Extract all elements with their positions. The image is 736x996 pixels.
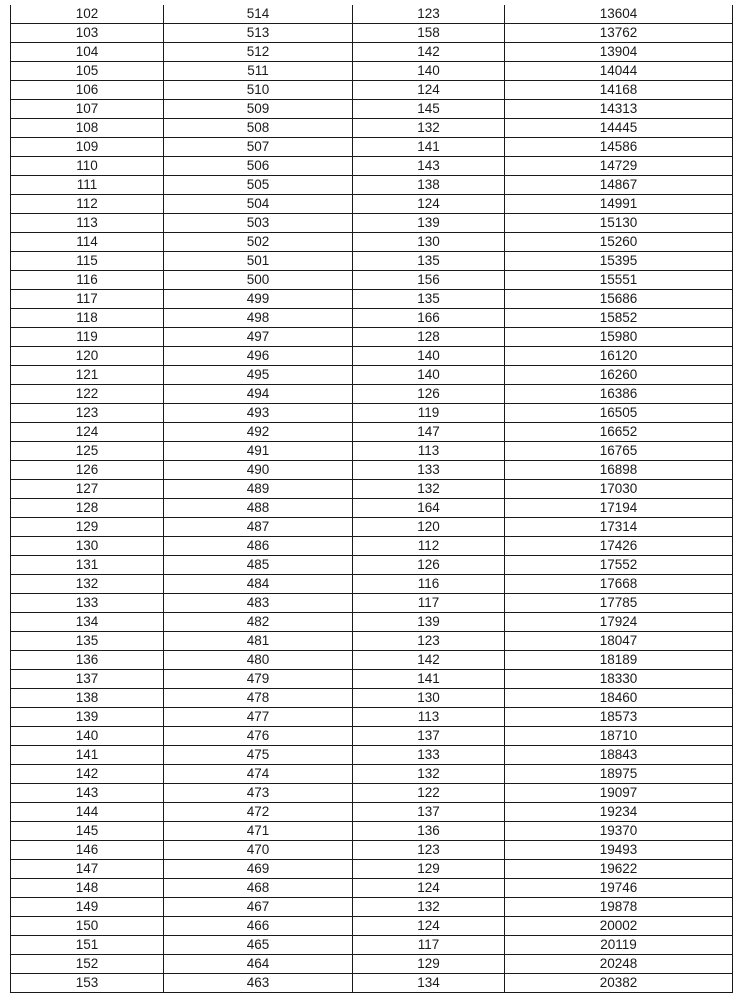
cumulative-cell: 14867 [505,176,733,195]
table-row [11,290,733,309]
score-cell: 479 [164,670,353,689]
score-cell: 481 [164,632,353,651]
score-cell: 497 [164,328,353,347]
rank-cell: 120 [11,347,164,366]
score-cell: 512 [164,43,353,62]
rank-cell: 112 [11,195,164,214]
score-cell: 495 [164,366,353,385]
cumulative-cell: 14586 [505,138,733,157]
cumulative-cell: 15130 [505,214,733,233]
cumulative-cell: 16652 [505,423,733,442]
count-cell: 139 [353,214,505,233]
data-table [10,5,733,993]
score-cell: 488 [164,499,353,518]
score-cell: 484 [164,575,353,594]
score-cell: 496 [164,347,353,366]
table-row [11,841,733,860]
count-cell: 126 [353,385,505,404]
cumulative-cell: 14991 [505,195,733,214]
table-row [11,138,733,157]
cumulative-cell: 17030 [505,480,733,499]
count-cell: 124 [353,917,505,936]
score-cell: 511 [164,62,353,81]
count-cell: 137 [353,727,505,746]
rank-cell: 108 [11,119,164,138]
count-cell: 132 [353,898,505,917]
rank-cell: 123 [11,404,164,423]
cumulative-cell: 15980 [505,328,733,347]
table-row [11,328,733,347]
table-row [11,81,733,100]
count-cell: 123 [353,5,505,24]
score-cell: 504 [164,195,353,214]
rank-cell: 139 [11,708,164,727]
rank-cell: 118 [11,309,164,328]
score-cell: 509 [164,100,353,119]
table-row [11,5,733,24]
table-row [11,461,733,480]
table-row [11,62,733,81]
rank-cell: 138 [11,689,164,708]
table-row [11,252,733,271]
rank-cell: 134 [11,613,164,632]
count-cell: 137 [353,803,505,822]
score-cell: 470 [164,841,353,860]
table-row [11,385,733,404]
count-cell: 147 [353,423,505,442]
count-cell: 135 [353,252,505,271]
score-cell: 476 [164,727,353,746]
table-row [11,537,733,556]
score-cell: 513 [164,24,353,43]
rank-cell: 153 [11,974,164,993]
rank-cell: 122 [11,385,164,404]
cumulative-cell: 20119 [505,936,733,955]
rank-cell: 105 [11,62,164,81]
rank-cell: 117 [11,290,164,309]
score-cell: 474 [164,765,353,784]
score-cell: 507 [164,138,353,157]
rank-cell: 147 [11,860,164,879]
table-row [11,176,733,195]
cumulative-cell: 17668 [505,575,733,594]
cumulative-cell: 18330 [505,670,733,689]
score-cell: 498 [164,309,353,328]
cumulative-cell: 19622 [505,860,733,879]
count-cell: 129 [353,860,505,879]
score-cell: 492 [164,423,353,442]
cumulative-cell: 20002 [505,917,733,936]
score-cell: 482 [164,613,353,632]
score-cell: 463 [164,974,353,993]
rank-cell: 128 [11,499,164,518]
cumulative-cell: 13904 [505,43,733,62]
rank-cell: 144 [11,803,164,822]
table-row [11,423,733,442]
rank-cell: 107 [11,100,164,119]
rank-cell: 143 [11,784,164,803]
rank-cell: 116 [11,271,164,290]
cumulative-cell: 17552 [505,556,733,575]
cumulative-cell: 14313 [505,100,733,119]
table-row [11,822,733,841]
score-cell: 493 [164,404,353,423]
count-cell: 140 [353,366,505,385]
cumulative-cell: 19878 [505,898,733,917]
count-cell: 129 [353,955,505,974]
rank-cell: 150 [11,917,164,936]
cumulative-cell: 18710 [505,727,733,746]
cumulative-cell: 16120 [505,347,733,366]
table-row [11,784,733,803]
table-row [11,765,733,784]
table-row [11,233,733,252]
cumulative-cell: 16386 [505,385,733,404]
score-cell: 477 [164,708,353,727]
cumulative-cell: 19370 [505,822,733,841]
table-row [11,936,733,955]
table-row [11,917,733,936]
rank-cell: 146 [11,841,164,860]
count-cell: 140 [353,347,505,366]
count-cell: 119 [353,404,505,423]
rank-cell: 131 [11,556,164,575]
table-row [11,594,733,613]
table-row [11,803,733,822]
table-row [11,898,733,917]
count-cell: 117 [353,936,505,955]
score-cell: 469 [164,860,353,879]
cumulative-cell: 19234 [505,803,733,822]
cumulative-cell: 17785 [505,594,733,613]
table-row [11,746,733,765]
score-cell: 508 [164,119,353,138]
rank-cell: 132 [11,575,164,594]
score-cell: 478 [164,689,353,708]
count-cell: 138 [353,176,505,195]
count-cell: 122 [353,784,505,803]
cumulative-cell: 14168 [505,81,733,100]
score-cell: 491 [164,442,353,461]
score-cell: 473 [164,784,353,803]
table-row [11,670,733,689]
cumulative-cell: 14044 [505,62,733,81]
count-cell: 135 [353,290,505,309]
rank-cell: 125 [11,442,164,461]
count-cell: 139 [353,613,505,632]
table-row [11,974,733,993]
table-row [11,157,733,176]
rank-cell: 124 [11,423,164,442]
count-cell: 164 [353,499,505,518]
score-cell: 503 [164,214,353,233]
rank-cell: 110 [11,157,164,176]
score-cell: 500 [164,271,353,290]
count-cell: 156 [353,271,505,290]
score-cell: 465 [164,936,353,955]
table-row [11,499,733,518]
count-cell: 124 [353,879,505,898]
table-row [11,119,733,138]
cumulative-cell: 19746 [505,879,733,898]
rank-cell: 106 [11,81,164,100]
rank-cell: 148 [11,879,164,898]
cumulative-cell: 14729 [505,157,733,176]
score-cell: 485 [164,556,353,575]
score-cell: 480 [164,651,353,670]
cumulative-cell: 13762 [505,24,733,43]
rank-cell: 115 [11,252,164,271]
rank-cell: 102 [11,5,164,24]
score-cell: 494 [164,385,353,404]
cumulative-cell: 20248 [505,955,733,974]
count-cell: 113 [353,442,505,461]
count-cell: 117 [353,594,505,613]
cumulative-cell: 13604 [505,5,733,24]
count-cell: 141 [353,138,505,157]
cumulative-cell: 16505 [505,404,733,423]
table-row [11,214,733,233]
rank-cell: 109 [11,138,164,157]
cumulative-cell: 18460 [505,689,733,708]
rank-cell: 114 [11,233,164,252]
rank-cell: 145 [11,822,164,841]
table-row [11,860,733,879]
table-row [11,100,733,119]
cumulative-cell: 15852 [505,309,733,328]
count-cell: 133 [353,461,505,480]
count-cell: 132 [353,119,505,138]
count-cell: 113 [353,708,505,727]
table-row [11,309,733,328]
rank-cell: 136 [11,651,164,670]
score-cell: 475 [164,746,353,765]
cumulative-cell: 15686 [505,290,733,309]
table-row [11,955,733,974]
score-cell: 472 [164,803,353,822]
rank-cell: 149 [11,898,164,917]
rank-cell: 151 [11,936,164,955]
rank-cell: 141 [11,746,164,765]
score-cell: 514 [164,5,353,24]
count-cell: 130 [353,233,505,252]
count-cell: 133 [353,746,505,765]
cumulative-cell: 18843 [505,746,733,765]
count-cell: 128 [353,328,505,347]
table-row [11,24,733,43]
count-cell: 116 [353,575,505,594]
table-row [11,442,733,461]
table-row [11,195,733,214]
score-cell: 499 [164,290,353,309]
cumulative-cell: 15260 [505,233,733,252]
score-cell: 468 [164,879,353,898]
count-cell: 141 [353,670,505,689]
count-cell: 112 [353,537,505,556]
score-cell: 466 [164,917,353,936]
cumulative-cell: 16898 [505,461,733,480]
score-cell: 486 [164,537,353,556]
count-cell: 130 [353,689,505,708]
cumulative-cell: 18047 [505,632,733,651]
data-table-container [10,5,732,993]
cumulative-cell: 18189 [505,651,733,670]
count-cell: 142 [353,43,505,62]
score-cell: 467 [164,898,353,917]
table-row [11,366,733,385]
count-cell: 124 [353,195,505,214]
count-cell: 143 [353,157,505,176]
table-row [11,689,733,708]
table-row [11,518,733,537]
score-cell: 483 [164,594,353,613]
table-row [11,613,733,632]
score-cell: 501 [164,252,353,271]
rank-cell: 129 [11,518,164,537]
cumulative-cell: 19097 [505,784,733,803]
rank-cell: 127 [11,480,164,499]
score-cell: 489 [164,480,353,499]
rank-cell: 152 [11,955,164,974]
rank-cell: 140 [11,727,164,746]
cumulative-cell: 17426 [505,537,733,556]
cumulative-cell: 14445 [505,119,733,138]
cumulative-cell: 18975 [505,765,733,784]
count-cell: 120 [353,518,505,537]
score-cell: 464 [164,955,353,974]
rank-cell: 104 [11,43,164,62]
cumulative-cell: 18573 [505,708,733,727]
table-row [11,575,733,594]
count-cell: 134 [353,974,505,993]
cumulative-cell: 15395 [505,252,733,271]
count-cell: 145 [353,100,505,119]
table-row [11,556,733,575]
table-row [11,879,733,898]
score-cell: 506 [164,157,353,176]
cumulative-cell: 19493 [505,841,733,860]
count-cell: 158 [353,24,505,43]
rank-cell: 103 [11,24,164,43]
score-cell: 510 [164,81,353,100]
rank-cell: 113 [11,214,164,233]
score-cell: 505 [164,176,353,195]
table-row [11,480,733,499]
table-row [11,708,733,727]
cumulative-cell: 16260 [505,366,733,385]
count-cell: 132 [353,765,505,784]
table-row [11,271,733,290]
count-cell: 140 [353,62,505,81]
rank-cell: 111 [11,176,164,195]
score-cell: 490 [164,461,353,480]
cumulative-cell: 20382 [505,974,733,993]
rank-cell: 135 [11,632,164,651]
table-row [11,404,733,423]
score-cell: 502 [164,233,353,252]
score-cell: 471 [164,822,353,841]
table-body [11,5,733,993]
rank-cell: 133 [11,594,164,613]
count-cell: 126 [353,556,505,575]
rank-cell: 137 [11,670,164,689]
count-cell: 142 [353,651,505,670]
table-row [11,727,733,746]
table-row [11,347,733,366]
count-cell: 132 [353,480,505,499]
count-cell: 123 [353,632,505,651]
count-cell: 166 [353,309,505,328]
cumulative-cell: 17194 [505,499,733,518]
rank-cell: 126 [11,461,164,480]
cumulative-cell: 15551 [505,271,733,290]
table-row [11,43,733,62]
count-cell: 123 [353,841,505,860]
rank-cell: 121 [11,366,164,385]
rank-cell: 130 [11,537,164,556]
rank-cell: 142 [11,765,164,784]
count-cell: 124 [353,81,505,100]
cumulative-cell: 17924 [505,613,733,632]
cumulative-cell: 16765 [505,442,733,461]
table-row [11,632,733,651]
count-cell: 136 [353,822,505,841]
table-row [11,651,733,670]
score-cell: 487 [164,518,353,537]
cumulative-cell: 17314 [505,518,733,537]
rank-cell: 119 [11,328,164,347]
